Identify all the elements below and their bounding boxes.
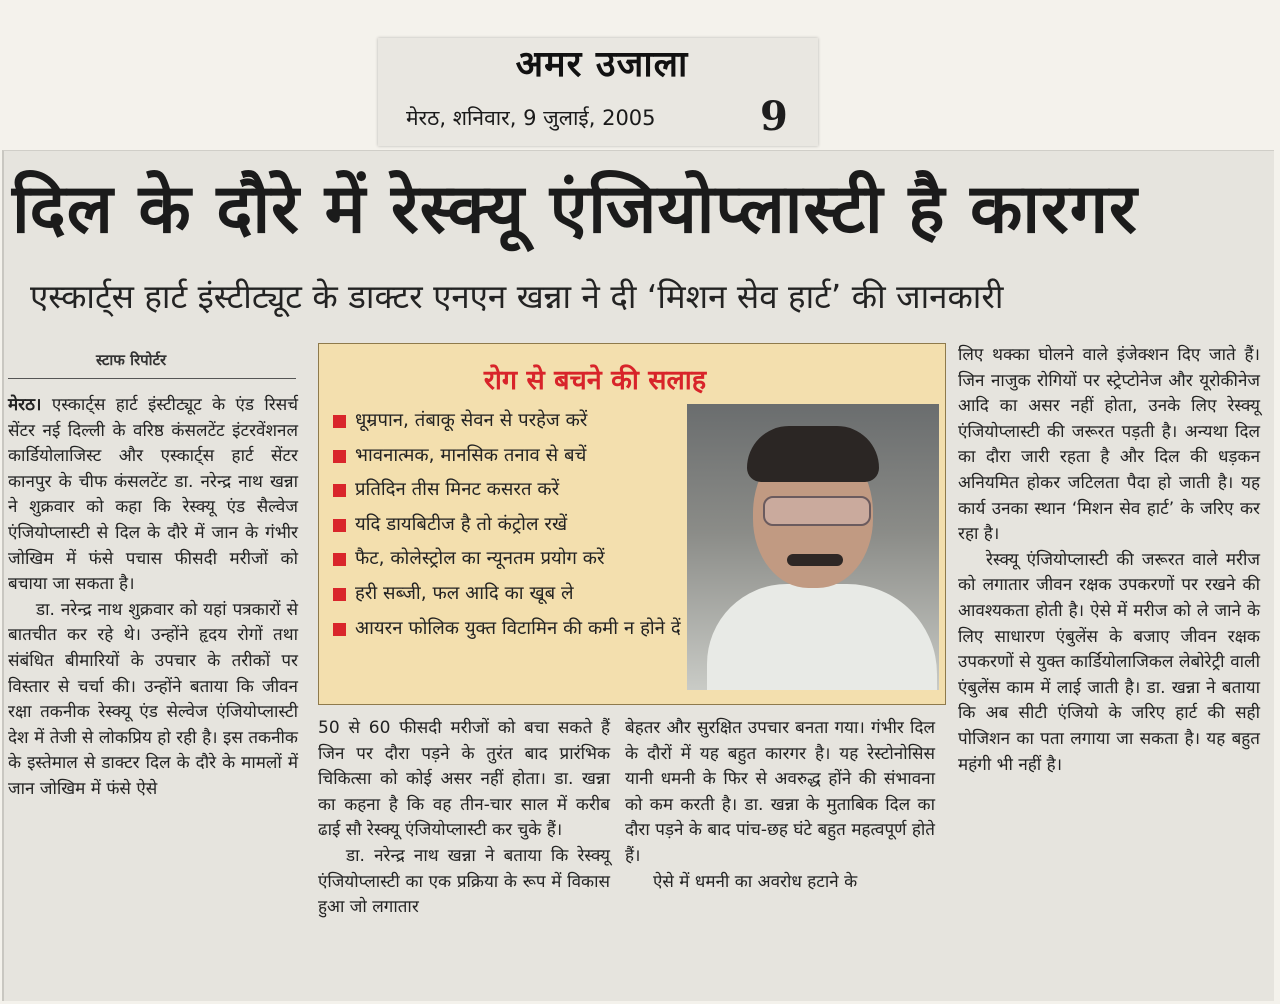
page-number: 9 bbox=[760, 93, 788, 140]
article-column-1 bbox=[8, 393, 298, 803]
square-bullet-icon bbox=[333, 519, 346, 532]
list-item: हरी सब्जी, फल आदि का खूब ले bbox=[331, 577, 691, 612]
photo-shirt bbox=[707, 584, 937, 690]
square-bullet-icon bbox=[333, 623, 346, 636]
byline: स्टाफ रिपोर्टर bbox=[96, 351, 167, 369]
headline: दिल के दौरे में रेस्क्यू एंजियोप्लास्टी है कारगर bbox=[12, 170, 1138, 249]
byline-divider bbox=[8, 378, 296, 379]
square-bullet-icon bbox=[333, 415, 346, 428]
paragraph: ऐसे में धमनी का अवरोध हटाने के bbox=[653, 871, 858, 892]
paragraph: डा. नरेन्द्र नाथ खन्ना ने बताया कि रेस्क्यू एंजियोप्लास्टी का एक प्रक्रिया के रूप में विकास हुआ जो लगातार bbox=[318, 845, 610, 918]
article-column-4 bbox=[958, 343, 1260, 778]
square-bullet-icon bbox=[333, 484, 346, 497]
photo-hair bbox=[747, 426, 879, 482]
paragraph: 50 से 60 फीसदी मरीजों को बचा सकते हैं जिन पर दौरा पड़ने के तुरंत बाद प्रारंभिक चिकित्सा को कोई असर नहीं होता। डा. खन्ना का कहना है कि वह तीन-चार साल में करीब ढाई सौ रेस्क्यू एंजियोप्लास्टी कर चुके हैं। bbox=[318, 718, 610, 841]
list-item: आयरन फोलिक युक्त विटामिन की कमी न होने दें bbox=[331, 612, 691, 647]
paragraph: रेस्क्यू एंजियोप्लास्टी की जरूरत वाले मरीज को लगातार जीवन रक्षक उपकरणों पर रखने की आवश्यकता होती है। ऐसे में मरीज को ले जाने के लिए साधारण एंबुलेंस के बजाए जीवन रक्षक उपकरणों से युक्त कार्डियोलाजिकल लेबोरेट्री वाली एंबुलेंस काम में लाई जाती है। डा. खन्ना ने बताया कि अब सीटी एंजियो के जरिए हार्ट की सही पोजिशन का पता लगाया जा सकता है। यह बहुत महंगी भी नहीं है। bbox=[958, 549, 1260, 775]
square-bullet-icon bbox=[333, 450, 346, 463]
list-item: यदि डायबिटीज है तो कंट्रोल रखें bbox=[331, 508, 691, 543]
square-bullet-icon bbox=[333, 553, 346, 566]
list-item: प्रतिदिन तीस मिनट कसरत करें bbox=[331, 473, 691, 508]
masthead bbox=[378, 38, 818, 146]
photo-mustache bbox=[787, 554, 843, 566]
advice-box-title: रोग से बचने की सलाह bbox=[483, 365, 707, 396]
paragraph bbox=[8, 393, 298, 598]
advice-box bbox=[318, 343, 946, 705]
list-item: धूम्रपान, तंबाकू सेवन से परहेज करें bbox=[331, 404, 691, 439]
article-column-2 bbox=[318, 716, 610, 921]
paragraph-text: एस्कार्ट्स हार्ट इंस्टीट्यूट के एंड रिसर्च सेंटर नई दिल्ली के वरिष्ठ कंसलटेंट इंटरवेंशनल कार्डियोलाजिस्ट और एस्कार्ट्स हार्ट सेंटर कानपुर के चीफ कंसलटेंट डा. नरेन्द्र नाथ खन्ना ने शुक्रवार को कहा कि रेस्क्यू एंड सैल्वेज एंजियोप्लास्टी से दिल के दौरे में जान के गंभीर जोखिम में फंसे पचास फीसदी मरीजों को बचाया जा सकता है। bbox=[8, 395, 299, 595]
list-item: भावनात्मक, मानसिक तनाव से बचें bbox=[331, 439, 691, 474]
paragraph: लिए थक्का घोलने वाले इंजेक्शन दिए जाते हैं। जिन नाजुक रोगियों पर स्ट्रेप्टोनेज और यूरोकीनेज आदि का असर नहीं होता, उनके लिए रेस्क्यू एंजियोप्लास्टी की जरूरत पड़ती है। अन्यथा दिल का दौरा जारी रहता है और दिल की धड़कन अनियमित होकर जटिलता पैदा हो जाती है। यह कार्य उनका स्थान ‘मिशन सेव हार्ट’ के जरिए कर रहा है। bbox=[958, 345, 1260, 545]
subheadline: एस्कार्ट्स हार्ट इंस्टीट्यूट के डाक्टर एनएन खन्ना ने दी ‘मिशन सेव हार्ट’ की जानकारी bbox=[30, 277, 1004, 316]
photo-glasses bbox=[763, 496, 871, 526]
list-item: फैट, कोलेस्ट्रोल का न्यूनतम प्रयोग करें bbox=[331, 542, 691, 577]
square-bullet-icon bbox=[333, 588, 346, 601]
dateline: मेरठ, शनिवार, 9 जुलाई, 2005 bbox=[406, 106, 656, 130]
doctor-photo bbox=[687, 404, 939, 690]
paragraph: डा. नरेन्द्र नाथ शुक्रवार को यहां पत्रकारों से बातचीत कर रहे थे। उन्होंने हृदय रोगों तथा संबंधित बीमारियों के उपचार के तरीकों पर विस्तार से चर्चा की। उन्होंने बताया कि जीवन रक्षा तकनीक रेस्क्यू एंड सेल्वेज एंजियोप्लास्टी देश में तेजी से लोकप्रिय हो रही है। इस तकनीक के इस्तेमाल से डाक्टर दिल के दौरे के मामलों में जान जोखिम में फंसे ऐसे bbox=[8, 599, 298, 799]
paragraph: बेहतर और सुरक्षित उपचार बनता गया। गंभीर दिल के दौरों में यह बहुत कारगर है। यह रेस्टोनोसिस यानी धमनी के फिर से अवरुद्ध होंने की संभावना को कम करती है। डा. खन्ना के मुताबिक दिल का दौरा पड़ने के बाद पांच-छह घंटे बहुत महत्वपूर्ण होते हैं। bbox=[625, 718, 935, 866]
advice-list bbox=[331, 404, 691, 646]
article-column-3 bbox=[625, 716, 935, 895]
newspaper-logo: अमर उजाला bbox=[515, 44, 689, 85]
dateline-place: मेरठ। bbox=[8, 395, 42, 415]
